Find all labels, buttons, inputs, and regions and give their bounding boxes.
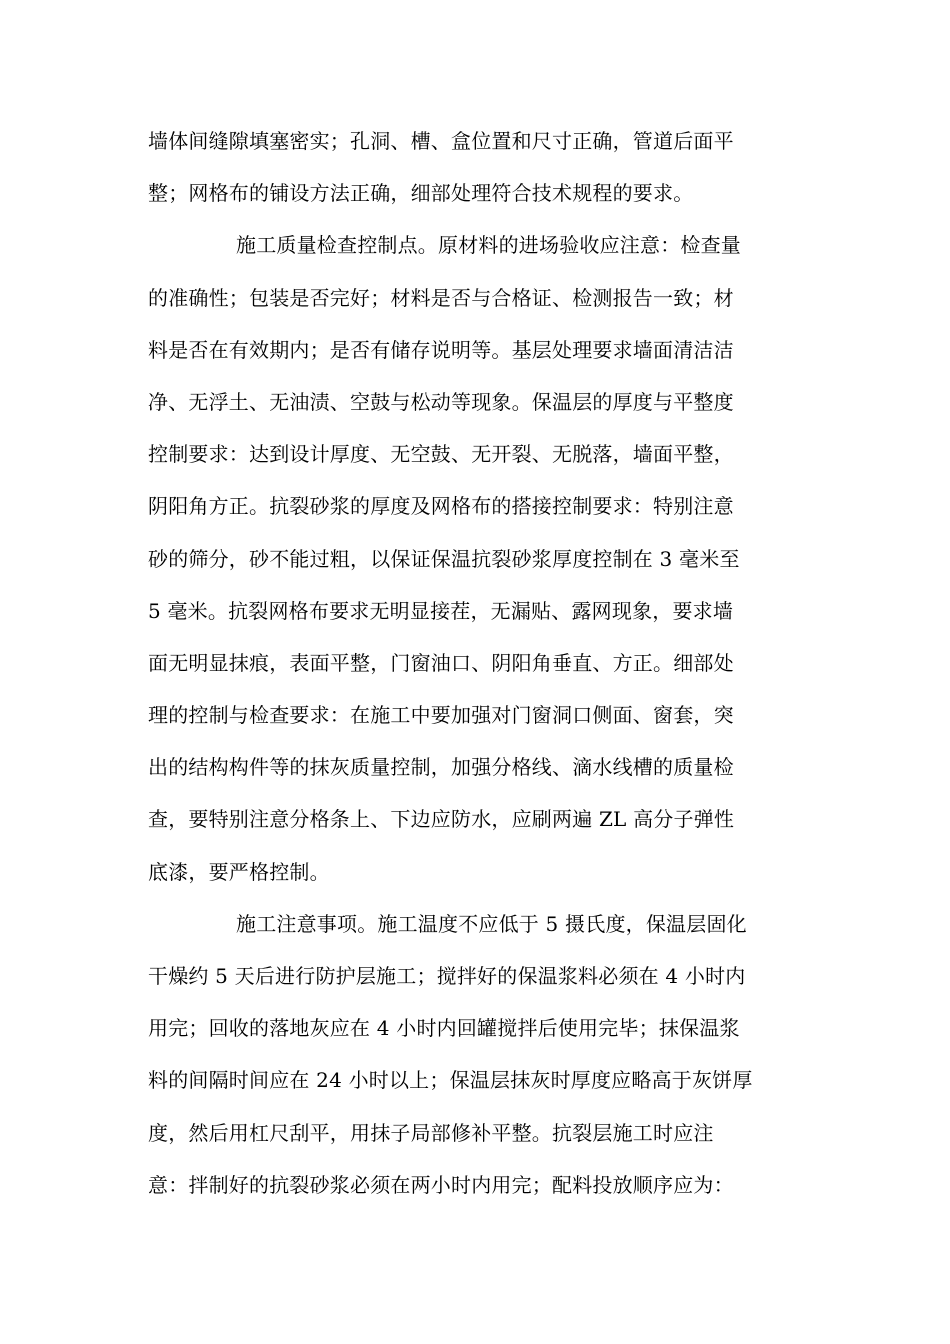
text-line: 整；网格布的铺设方法正确，细部处理符合技术规程的要求。: [148, 181, 694, 206]
text-line: 底漆，要严格控制。: [148, 859, 330, 884]
text-line: 砂的筛分，砂不能过粗，以保证保温抗裂砂浆厚度控制在 3 毫米至: [148, 546, 740, 571]
body-text: [148, 115, 808, 1211]
text-line: 面无明显抹痕，表面平整，门窗油口、阴阳角垂直、方正。细部处: [148, 650, 734, 675]
paragraph-start-line: 施工注意事项。施工温度不应低于 5 摄氏度，保温层固化: [236, 911, 747, 936]
text-line: 控制要求：达到设计厚度、无空鼓、无开裂、无脱落，墙面平整，: [148, 442, 734, 467]
text-line: 净、无浮土、无油渍、空鼓与松动等现象。保温层的厚度与平整度: [148, 389, 734, 414]
text-line: 出的结构构件等的抹灰质量控制，加强分格线、滴水线槽的质量检: [148, 755, 734, 780]
text-line: 意：拌制好的抗裂砂浆必须在两小时内用完；配料投放顺序应为：: [148, 1172, 734, 1197]
text-line: 料的间隔时间应在 24 小时以上；保温层抹灰时厚度应略高于灰饼厚: [148, 1068, 753, 1093]
paragraph-start-line: 施工质量检查控制点。原材料的进场验收应注意：检查量: [236, 233, 741, 258]
text-line: 度，然后用杠尺刮平，用抹子局部修补平整。抗裂层施工时应注: [148, 1120, 714, 1145]
text-line: 的准确性；包装是否完好；材料是否与合格证、检测报告一致；材: [148, 285, 734, 310]
text-line: 查，要特别注意分格条上、下边应防水，应刷两遍 ZL 高分子弹性: [148, 807, 735, 832]
text-line: 阴阳角方正。抗裂砂浆的厚度及网格布的搭接控制要求：特别注意: [148, 494, 734, 519]
text-line: 5 毫米。抗裂网格布要求无明显接茬，无漏贴、露网现象，要求墙: [148, 598, 734, 623]
text-line: 用完；回收的落地灰应在 4 小时内回罐搅拌后使用完毕；抹保温浆: [148, 1016, 740, 1041]
text-line: 理的控制与检查要求：在施工中要加强对门窗洞口侧面、窗套，突: [148, 703, 734, 728]
text-line: 干燥约 5 天后进行防护层施工；搅拌好的保温浆料必须在 4 小时内: [148, 964, 746, 988]
text-line: 墙体间缝隙填塞密实；孔洞、槽、盒位置和尺寸正确，管道后面平: [148, 129, 734, 153]
text-line: 料是否在有效期内；是否有储存说明等。基层处理要求墙面清洁洁: [148, 337, 734, 362]
